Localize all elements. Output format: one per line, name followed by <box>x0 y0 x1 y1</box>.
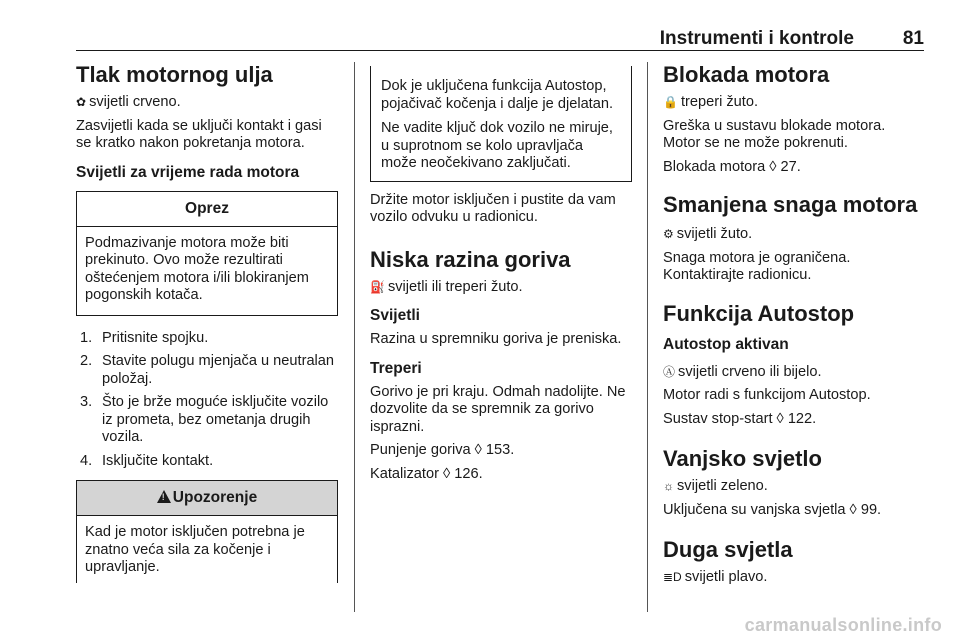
exterior-lamp-line <box>663 478 925 496</box>
subheading-autostop-active: Autostop aktivan <box>663 335 789 353</box>
highbeam-lamp-line <box>663 569 925 587</box>
power-description: Snaga motora je ograničena. Kontaktirajte radionicu. <box>663 249 851 283</box>
warning-title-bar <box>77 481 337 516</box>
oil-description: Zasvijetli kada se uključi kontakt i gasi se kratko nakon pokretanja motora. <box>76 117 322 151</box>
immobiliser-lamp-text: treperi žuto. <box>680 94 759 110</box>
refuel-reference: Punjenje goriva ◊ 153. <box>370 442 515 458</box>
section-heading-reduced-power: Smanjena snaga motora <box>663 192 918 217</box>
power-lamp-line <box>663 226 925 244</box>
autostop-lamp-text: svijetli crveno ili bijelo. <box>678 363 822 380</box>
flashing-text: Gorivo je pri kraju. Odmah nadolijte. Ne dozvolite da se spremnik za gorivo isprazni. <box>370 383 626 435</box>
tow-instruction: Držite motor isključen i pustite da vam vozilo odvuku u radionicu. <box>370 191 616 225</box>
column-right <box>663 62 925 587</box>
lit-text: Razina u spremniku goriva je preniska. <box>370 331 622 347</box>
exterior-lamp-text: svijetli zeleno. <box>677 478 768 494</box>
lock-icon: 🔒 <box>663 95 678 109</box>
fuel-lamp-line <box>370 279 632 297</box>
list-item: 3. Što je brže moguće isključite vozilo iz prometa, bez ometanja drugih vozila. <box>80 394 329 445</box>
autostop-a-icon: Ⓐ <box>663 364 676 379</box>
high-beam-icon: ≣D <box>663 570 682 584</box>
column-divider <box>354 62 355 612</box>
warning-box-continued <box>370 66 632 182</box>
warning-cont-text-2: Ne vadite ključ dok vozilo ne miruje, u suprotnom se kolo upravljača može neočekivano zaključati. <box>381 120 613 171</box>
oil-lamp-line <box>76 94 338 112</box>
caution-title: Oprez <box>77 192 337 227</box>
oil-lamp-text: svijetli crveno. <box>89 94 181 110</box>
autostop-lamp-line <box>663 364 925 382</box>
warning-cont-text-1: Dok je uključena funkcija Autostop, pojačivač kočenja i dalje je djelatan. <box>381 78 614 112</box>
section-heading-low-fuel: Niska razina goriva <box>370 246 571 272</box>
immobiliser-reference: Blokada motora ◊ 27. <box>663 158 801 175</box>
warning-text: Kad je motor isključen potrebna je znatno veća sila za kočenje i upravljanje. <box>85 524 305 575</box>
fuel-lamp-text: svijetli ili treperi žuto. <box>387 278 523 295</box>
warning-title: Upozorenje <box>172 489 258 506</box>
exterior-description: Uključena su vanjska svjetla ◊ 99. <box>663 501 882 518</box>
power-lamp-text: svijetli žuto. <box>676 226 753 242</box>
oil-can-icon: ✿ <box>76 95 87 109</box>
section-heading-high-beam: Duga svjetla <box>663 537 793 562</box>
subheading-lit: Svijetli <box>370 307 420 324</box>
list-item: 4. Isključite kontakt. <box>80 452 214 469</box>
section-heading-exterior-light: Vanjsko svjetlo <box>663 446 822 471</box>
caution-box <box>76 191 338 316</box>
list-item: 2. Stavite polugu mjenjača u neutralan položaj. <box>80 353 335 387</box>
subheading-flashing: Treperi <box>370 359 422 377</box>
warning-triangle-icon <box>157 490 171 503</box>
watermark: carmanualsonline.info <box>744 615 942 635</box>
page-number: 81 <box>902 28 924 49</box>
exterior-light-icon: ☼ <box>663 479 674 493</box>
section-heading-immobiliser: Blokada motora <box>663 62 830 87</box>
fuel-pump-icon: ⛽ <box>370 279 385 294</box>
autostop-reference: Sustav stop-start ◊ 122. <box>663 410 817 427</box>
immobiliser-lamp-line <box>663 94 925 112</box>
catalyst-reference: Katalizator ◊ 126. <box>370 465 483 482</box>
engine-gear-icon: ⚙ <box>663 227 674 241</box>
column-divider <box>647 62 648 612</box>
section-heading-autostop: Funkcija Autostop <box>663 300 855 326</box>
warning-box <box>76 480 338 583</box>
subheading-running-engine: Svijetli za vrijeme rada motora <box>76 163 300 181</box>
steps-list <box>76 330 338 471</box>
autostop-description: Motor radi s funkcijom Autostop. <box>663 387 871 403</box>
column-left <box>76 62 338 583</box>
caution-text: Podmazivanje motora može biti prekinuto. Ovo može rezultirati oštećenjem motora i/ili blokiranjem pogonskih kotača. <box>85 234 309 303</box>
page-title: Instrumenti i kontrole <box>659 28 854 49</box>
immobiliser-description: Greška u sustavu blokade motora. Motor se ne može pokrenuti. <box>663 117 886 151</box>
highbeam-lamp-text: svijetli plavo. <box>684 569 768 585</box>
column-middle <box>370 62 632 483</box>
section-heading-oil-pressure: Tlak motornog ulja <box>76 62 273 87</box>
list-item: 1. Pritisnite spojku. <box>80 329 209 346</box>
page-header <box>76 28 924 51</box>
